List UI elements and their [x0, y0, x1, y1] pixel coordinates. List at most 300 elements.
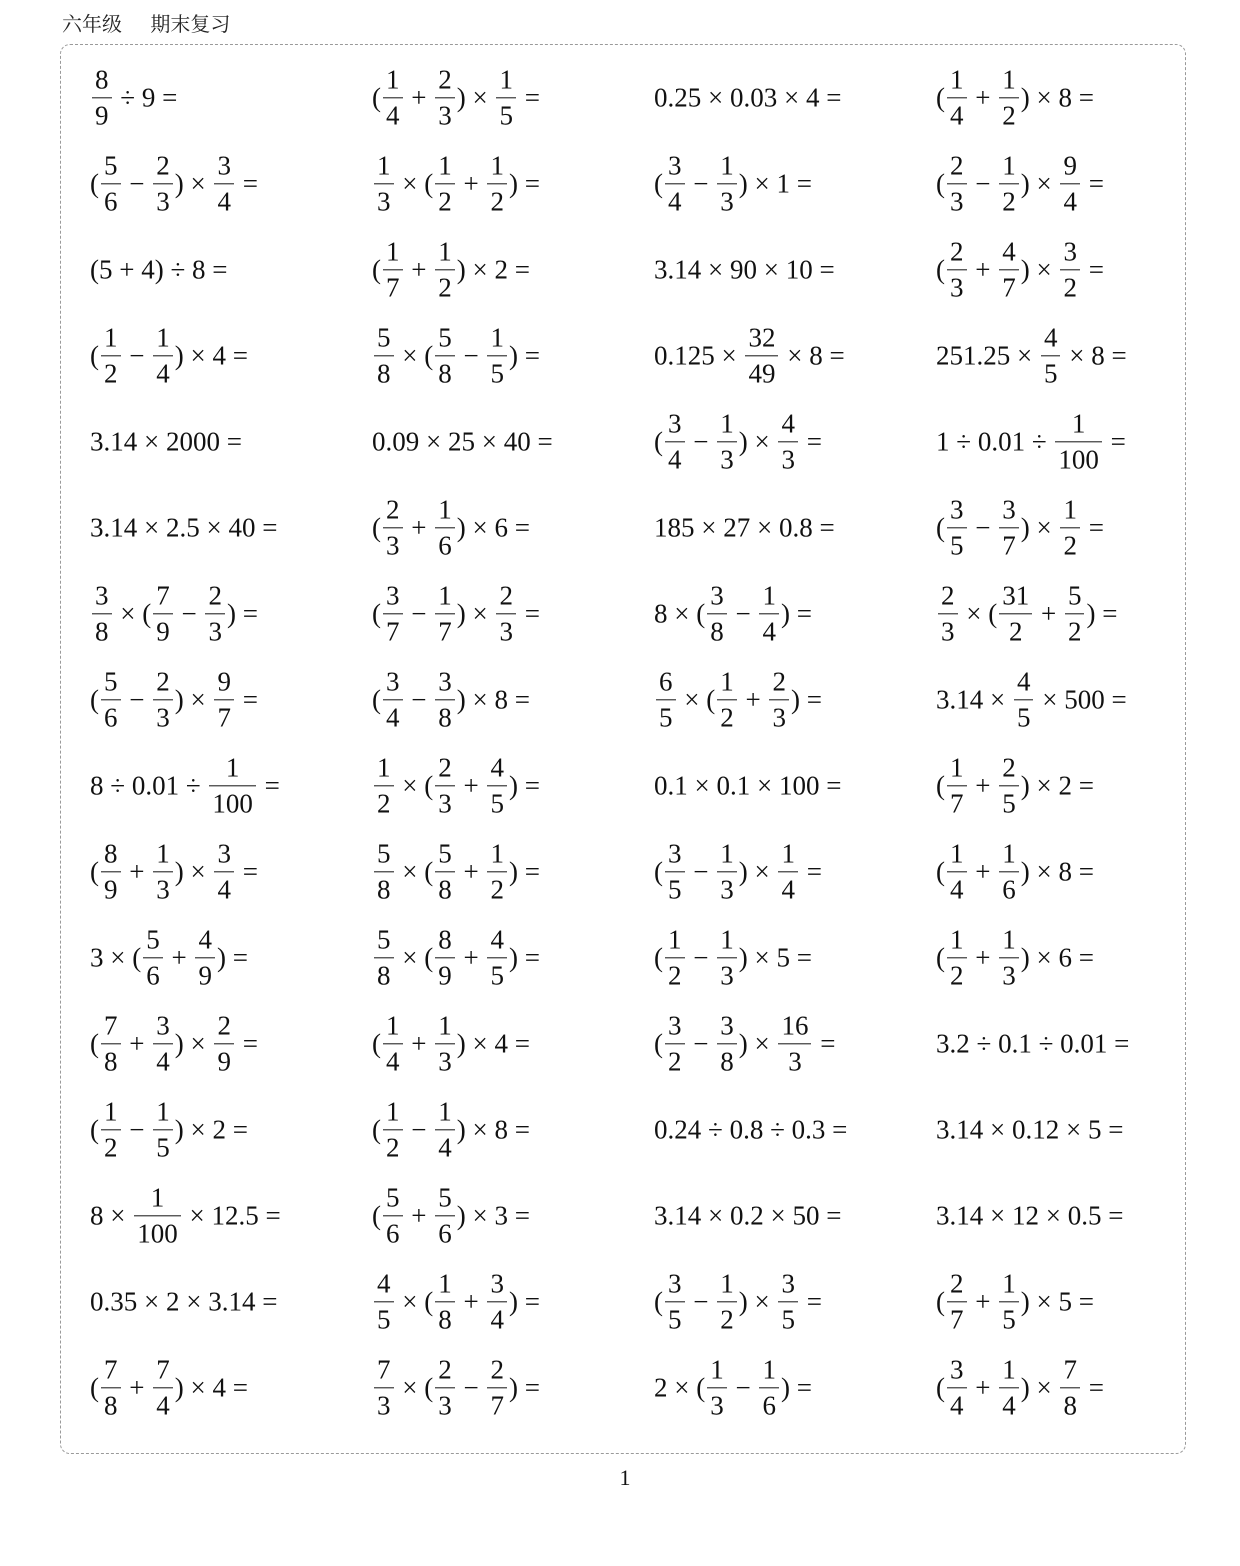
- fraction: [656, 667, 676, 732]
- fraction: [374, 1269, 394, 1334]
- problem-8-4: [936, 667, 1127, 732]
- denominator: 3: [720, 874, 734, 904]
- fraction: [745, 323, 778, 388]
- denominator: 2: [1067, 616, 1082, 646]
- fraction: [778, 1269, 798, 1334]
- denominator: 3: [781, 444, 795, 474]
- problem-10-1: [90, 839, 258, 904]
- denominator: 3: [788, 1046, 802, 1076]
- expression-text: =: [235, 684, 258, 715]
- fraction-bar: [92, 613, 112, 614]
- fraction: [435, 1355, 455, 1420]
- fraction-bar: [707, 613, 727, 614]
- numerator: 3: [720, 1010, 734, 1041]
- fraction-bar: [496, 97, 516, 98]
- fraction: [435, 839, 455, 904]
- expression-text: × (: [395, 770, 434, 801]
- denominator: 3: [438, 100, 452, 130]
- problem-6-2: [372, 495, 530, 560]
- numerator: 2: [772, 666, 786, 697]
- problem-8-1: [90, 667, 258, 732]
- expression-text: (: [90, 1028, 99, 1059]
- expression-text: +: [404, 1200, 434, 1231]
- expression-text: (: [372, 254, 381, 285]
- fraction-bar: [947, 269, 967, 270]
- problem-15-4: [936, 1269, 1094, 1334]
- denominator: 3: [941, 616, 955, 646]
- fraction: [778, 1011, 811, 1076]
- expression-text: ) ×: [174, 684, 213, 715]
- denominator: 2: [1002, 100, 1016, 130]
- expression-text: =: [799, 856, 822, 887]
- fraction: [999, 1355, 1019, 1420]
- fraction: [717, 839, 737, 904]
- fraction-bar: [435, 957, 455, 958]
- fraction-bar: [778, 1043, 811, 1044]
- expression-text: ) × 8 =: [1020, 82, 1094, 113]
- fraction: [1060, 151, 1080, 216]
- fraction-bar: [759, 613, 779, 614]
- fraction: [435, 1011, 455, 1076]
- numerator: 2: [438, 752, 452, 783]
- expression-text: × (: [113, 598, 152, 629]
- fraction: [999, 1269, 1019, 1334]
- expression-text: × 12.5 =: [182, 1200, 281, 1231]
- fraction-bar: [374, 1387, 394, 1388]
- fraction-bar: [435, 871, 455, 872]
- fraction-bar: [999, 183, 1019, 184]
- expression-text: −: [686, 168, 716, 199]
- numerator: 3: [438, 666, 452, 697]
- denominator: 7: [386, 616, 400, 646]
- fraction: [1065, 581, 1085, 646]
- denominator: 4: [156, 1046, 170, 1076]
- fraction-bar: [487, 871, 507, 872]
- problem-9-3: [654, 770, 842, 801]
- denominator: 4: [668, 186, 682, 216]
- fraction: [383, 237, 403, 302]
- fraction: [1014, 667, 1034, 732]
- numerator: 5: [438, 838, 452, 869]
- fraction: [487, 839, 507, 904]
- fraction-bar: [487, 957, 507, 958]
- denominator: 4: [950, 874, 964, 904]
- expression-text: ) =: [508, 856, 540, 887]
- expression-text: (: [90, 168, 99, 199]
- numerator: 2: [217, 1010, 231, 1041]
- fraction-bar: [214, 1043, 234, 1044]
- fraction-bar: [496, 613, 516, 614]
- fraction: [1060, 495, 1080, 560]
- expression-text: × (: [959, 598, 998, 629]
- fraction-bar: [383, 699, 403, 700]
- denominator: 7: [1002, 272, 1016, 302]
- expression-text: 3.14 × 2000 =: [90, 426, 242, 457]
- numerator: 1: [720, 666, 734, 697]
- expression-text: ) × 8 =: [456, 684, 530, 715]
- denominator: 2: [438, 186, 452, 216]
- numerator: 3: [1063, 236, 1077, 267]
- fraction-bar: [717, 1301, 737, 1302]
- denominator: 9: [104, 874, 118, 904]
- expression-text: +: [968, 82, 998, 113]
- denominator: 6: [386, 1218, 400, 1248]
- fraction-bar: [665, 1043, 685, 1044]
- fraction: [487, 1355, 507, 1420]
- expression-text: −: [728, 1372, 758, 1403]
- fraction: [435, 151, 455, 216]
- fraction: [707, 581, 727, 646]
- numerator: 2: [156, 666, 170, 697]
- expression-text: −: [686, 1028, 716, 1059]
- fraction: [153, 839, 173, 904]
- denominator: 49: [748, 358, 776, 388]
- fraction: [101, 1011, 121, 1076]
- expression-text: (: [936, 168, 945, 199]
- fraction: [205, 581, 225, 646]
- fraction: [143, 925, 163, 990]
- numerator: 2: [156, 150, 170, 181]
- fraction: [101, 323, 121, 388]
- numerator: 1: [225, 752, 240, 783]
- fraction-bar: [999, 613, 1032, 614]
- fraction-bar: [435, 699, 455, 700]
- denominator: 4: [950, 100, 964, 130]
- expression-text: (: [654, 168, 663, 199]
- denominator: 7: [950, 1304, 964, 1334]
- problem-13-3: [654, 1114, 848, 1145]
- denominator: 9: [156, 616, 170, 646]
- fraction-bar: [717, 871, 737, 872]
- numerator: 4: [490, 752, 504, 783]
- denominator: 5: [490, 960, 504, 990]
- denominator: 3: [1002, 960, 1016, 990]
- denominator: 5: [490, 358, 504, 388]
- numerator: 32: [748, 322, 776, 353]
- problem-15-3: [654, 1269, 822, 1334]
- fraction-bar: [383, 1129, 403, 1130]
- denominator: 2: [720, 1304, 734, 1334]
- problem-7-3: [654, 581, 812, 646]
- denominator: 7: [217, 702, 231, 732]
- expression-text: =: [799, 426, 822, 457]
- denominator: 4: [217, 874, 231, 904]
- fraction: [153, 1097, 173, 1162]
- denominator: 2: [720, 702, 734, 732]
- problem-16-2: [372, 1355, 540, 1420]
- numerator: 3: [386, 580, 400, 611]
- expression-text: ) ×: [1020, 168, 1059, 199]
- numerator: 1: [950, 838, 964, 869]
- problem-13-4: [936, 1114, 1124, 1145]
- problem-11-4: [936, 925, 1094, 990]
- expression-text: +: [456, 942, 486, 973]
- numerator: 3: [668, 150, 682, 181]
- denominator: 4: [217, 186, 231, 216]
- numerator: 5: [377, 924, 391, 955]
- denominator: 3: [386, 530, 400, 560]
- numerator: 1: [490, 322, 504, 353]
- expression-text: ) =: [508, 770, 540, 801]
- expression-text: (: [90, 684, 99, 715]
- fraction-bar: [153, 699, 173, 700]
- expression-text: ) × 5 =: [1020, 1286, 1094, 1317]
- expression-text: × 500 =: [1035, 684, 1127, 715]
- fraction-bar: [717, 1043, 737, 1044]
- expression-text: −: [686, 856, 716, 887]
- fraction: [209, 753, 256, 818]
- fraction-bar: [717, 957, 737, 958]
- expression-text: =: [1081, 254, 1104, 285]
- fraction-bar: [153, 613, 173, 614]
- numerator: 5: [104, 666, 118, 697]
- problem-14-4: [936, 1200, 1124, 1231]
- expression-text: −: [404, 684, 434, 715]
- expression-text: −: [686, 426, 716, 457]
- numerator: 2: [950, 150, 964, 181]
- numerator: 1: [150, 1182, 165, 1213]
- expression-text: +: [122, 1372, 152, 1403]
- numerator: 3: [95, 580, 109, 611]
- problem-7-1: [90, 581, 258, 646]
- fraction-bar: [1041, 355, 1061, 356]
- denominator: 9: [198, 960, 212, 990]
- expression-text: −: [968, 168, 998, 199]
- fraction: [778, 839, 798, 904]
- fraction-bar: [1060, 527, 1080, 528]
- problem-4-3: [654, 323, 845, 388]
- numerator: 3: [668, 1268, 682, 1299]
- fraction-bar: [209, 785, 256, 786]
- expression-text: (: [654, 856, 663, 887]
- expression-text: ) × 8 =: [1020, 856, 1094, 887]
- fraction: [1055, 409, 1102, 474]
- fraction-bar: [999, 527, 1019, 528]
- problem-13-1: [90, 1097, 248, 1162]
- expression-text: × (: [395, 168, 434, 199]
- expression-text: +: [456, 168, 486, 199]
- expression-text: × (: [395, 856, 434, 887]
- problem-11-1: [90, 925, 248, 990]
- expression-text: +: [404, 254, 434, 285]
- problem-2-3: [654, 151, 812, 216]
- denominator: 3: [772, 702, 786, 732]
- fraction: [383, 1183, 403, 1248]
- fraction-bar: [374, 183, 394, 184]
- fraction-bar: [92, 97, 112, 98]
- problem-5-4: [936, 409, 1126, 474]
- expression-text: −: [404, 1114, 434, 1145]
- numerator: 4: [1002, 236, 1016, 267]
- fraction: [717, 667, 737, 732]
- fraction-bar: [435, 785, 455, 786]
- fraction-bar: [374, 785, 394, 786]
- problem-3-2: [372, 237, 530, 302]
- numerator: 2: [438, 1354, 452, 1385]
- fraction-bar: [153, 1387, 173, 1388]
- fraction-bar: [999, 871, 1019, 872]
- numerator: 4: [198, 924, 212, 955]
- numerator: 1: [438, 1096, 452, 1127]
- denominator: 3: [438, 788, 452, 818]
- denominator: 4: [156, 1390, 170, 1420]
- fraction: [487, 753, 507, 818]
- expression-text: +: [738, 684, 768, 715]
- expression-text: (: [372, 1028, 381, 1059]
- numerator: 2: [208, 580, 222, 611]
- fraction-bar: [195, 957, 215, 958]
- numerator: 1: [490, 150, 504, 181]
- expression-text: (: [90, 1372, 99, 1403]
- numerator: 1: [386, 1096, 400, 1127]
- fraction: [759, 1355, 779, 1420]
- problem-1-1: [90, 65, 177, 130]
- denominator: 2: [1063, 272, 1077, 302]
- expression-text: ) =: [226, 598, 258, 629]
- denominator: 8: [95, 616, 109, 646]
- denominator: 5: [490, 788, 504, 818]
- denominator: 3: [156, 186, 170, 216]
- expression-text: ) ×: [174, 856, 213, 887]
- problem-1-2: [372, 65, 540, 130]
- numerator: 1: [438, 236, 452, 267]
- fraction: [374, 151, 394, 216]
- expression-text: ) × 2 =: [1020, 770, 1094, 801]
- fraction-bar: [487, 183, 507, 184]
- denominator: 5: [156, 1132, 170, 1162]
- fraction: [101, 151, 121, 216]
- problem-14-1: [90, 1183, 281, 1248]
- expression-text: ) =: [1086, 598, 1118, 629]
- fraction-bar: [487, 1301, 507, 1302]
- expression-text: × 8 =: [1062, 340, 1127, 371]
- expression-text: ) ×: [1020, 512, 1059, 543]
- fraction: [214, 839, 234, 904]
- expression-text: =: [257, 770, 280, 801]
- fraction-bar: [383, 1043, 403, 1044]
- problem-5-3: [654, 409, 822, 474]
- expression-text: ) × 6 =: [456, 512, 530, 543]
- fraction-bar: [487, 1387, 507, 1388]
- denominator: 2: [490, 874, 504, 904]
- fraction: [435, 65, 455, 130]
- fraction-bar: [1014, 699, 1034, 700]
- expression-text: (: [90, 856, 99, 887]
- fraction: [947, 1355, 967, 1420]
- fraction: [487, 1269, 507, 1334]
- fraction: [487, 323, 507, 388]
- fraction: [383, 65, 403, 130]
- denominator: 5: [1043, 358, 1058, 388]
- numerator: 5: [1067, 580, 1082, 611]
- fraction: [435, 237, 455, 302]
- expression-text: (: [372, 598, 381, 629]
- expression-text: +: [404, 82, 434, 113]
- fraction-bar: [656, 699, 676, 700]
- fraction-bar: [947, 1301, 967, 1302]
- expression-text: ) ×: [738, 426, 777, 457]
- denominator: 8: [377, 358, 391, 388]
- denominator: 5: [1002, 788, 1016, 818]
- fraction: [101, 1097, 121, 1162]
- numerator: 1: [950, 752, 964, 783]
- fraction: [435, 667, 455, 732]
- numerator: 5: [386, 1182, 400, 1213]
- fraction: [435, 753, 455, 818]
- denominator: 4: [386, 1046, 400, 1076]
- fraction-bar: [665, 441, 685, 442]
- fraction: [496, 581, 516, 646]
- numerator: 1: [1002, 1268, 1016, 1299]
- denominator: 6: [1002, 874, 1016, 904]
- expression-text: ) =: [508, 340, 540, 371]
- numerator: 2: [950, 236, 964, 267]
- denominator: 4: [1002, 1390, 1016, 1420]
- denominator: 3: [156, 702, 170, 732]
- fraction-bar: [769, 699, 789, 700]
- fraction: [374, 1355, 394, 1420]
- fraction-bar: [101, 1129, 121, 1130]
- fraction-bar: [435, 183, 455, 184]
- fraction-bar: [435, 1129, 455, 1130]
- fraction: [214, 1011, 234, 1076]
- denominator: 3: [377, 186, 391, 216]
- fraction: [947, 65, 967, 130]
- expression-text: 0.24 ÷ 0.8 ÷ 0.3 =: [654, 1114, 848, 1145]
- numerator: 1: [781, 838, 795, 869]
- expression-text: (: [372, 512, 381, 543]
- denominator: 7: [1002, 530, 1016, 560]
- numerator: 7: [104, 1010, 118, 1041]
- numerator: 1: [386, 64, 400, 95]
- fraction-bar: [153, 871, 173, 872]
- fraction-bar: [435, 527, 455, 528]
- fraction: [487, 151, 507, 216]
- numerator: 5: [377, 322, 391, 353]
- numerator: 1: [720, 838, 734, 869]
- problem-9-2: [372, 753, 540, 818]
- expression-text: 0.09 × 25 × 40 =: [372, 426, 553, 457]
- denominator: 2: [668, 960, 682, 990]
- denominator: 8: [104, 1046, 118, 1076]
- fraction-bar: [101, 1043, 121, 1044]
- problem-14-2: [372, 1183, 530, 1248]
- fraction: [947, 151, 967, 216]
- numerator: 6: [659, 666, 673, 697]
- numerator: 3: [668, 838, 682, 869]
- problem-16-1: [90, 1355, 248, 1420]
- expression-text: (: [936, 1286, 945, 1317]
- fraction: [947, 1269, 967, 1334]
- fraction: [999, 753, 1019, 818]
- fraction-bar: [435, 613, 455, 614]
- fraction: [947, 495, 967, 560]
- fraction-bar: [383, 269, 403, 270]
- expression-text: ) =: [216, 942, 248, 973]
- fraction: [435, 495, 455, 560]
- fraction: [383, 581, 403, 646]
- problem-9-4: [936, 753, 1094, 818]
- denominator: 8: [438, 702, 452, 732]
- problem-6-1: [90, 512, 278, 543]
- problem-2-4: [936, 151, 1104, 216]
- expression-text: 3 × (: [90, 942, 142, 973]
- expression-text: ) =: [508, 1372, 540, 1403]
- denominator: 2: [1063, 530, 1077, 560]
- fraction-bar: [665, 871, 685, 872]
- fraction-bar: [435, 97, 455, 98]
- problem-4-4: [936, 323, 1127, 388]
